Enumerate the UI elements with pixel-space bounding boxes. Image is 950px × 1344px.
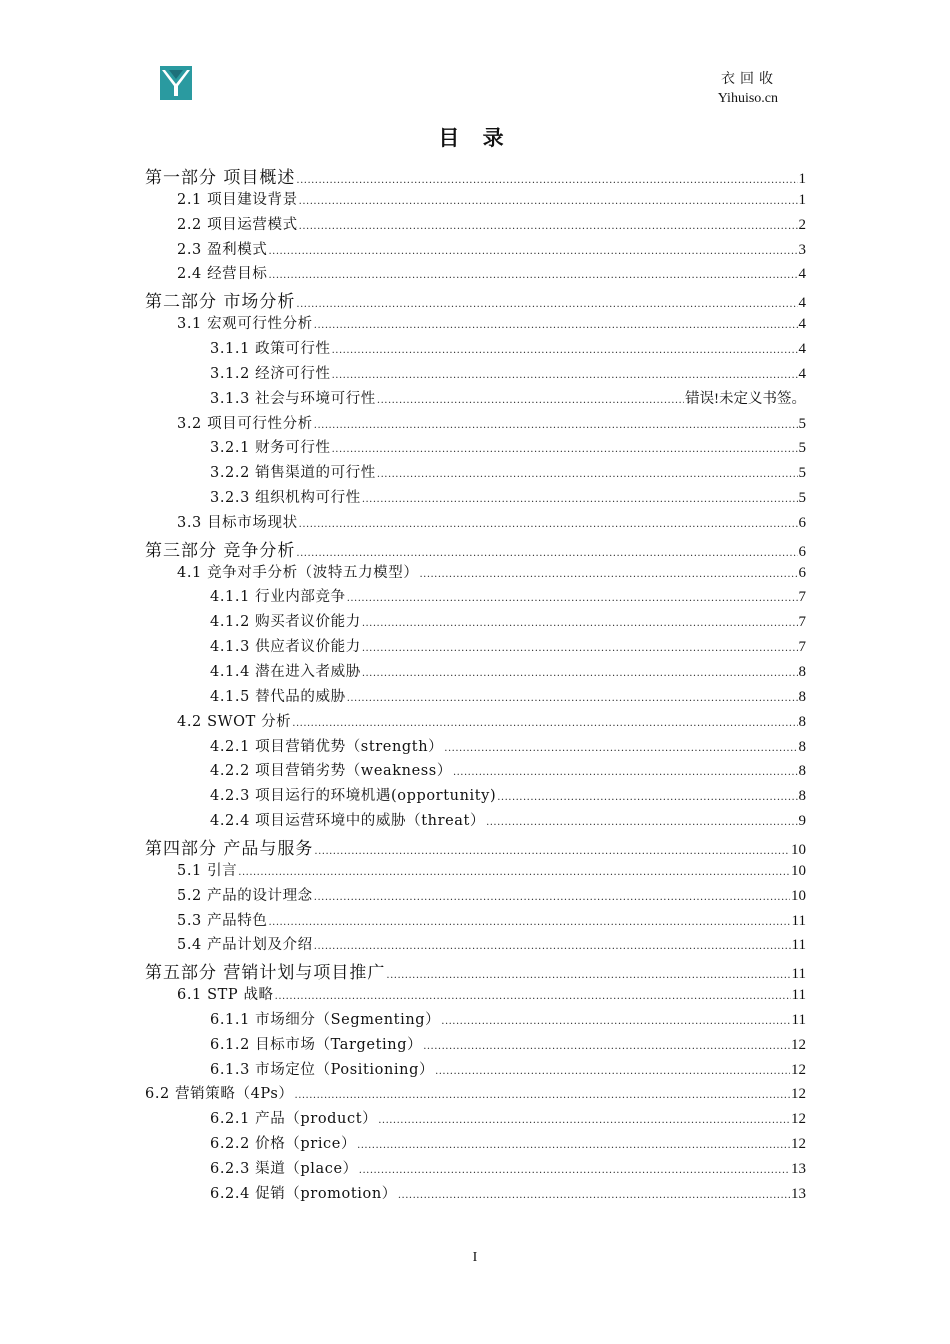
toc-entry[interactable]: [210, 784, 806, 809]
toc-entry-page: 12: [791, 1136, 806, 1153]
toc-entry-page: 10: [791, 862, 806, 879]
brand-block: [718, 70, 778, 108]
toc-leader-dots: [359, 1165, 790, 1176]
toc-entry[interactable]: [177, 188, 806, 213]
toc-entry[interactable]: [145, 163, 806, 188]
toc-entry-label: 3.1.2 经济可行性: [210, 365, 331, 382]
toc-entry[interactable]: [210, 585, 806, 610]
toc-entry-label: 6.2.4 促销（promotion）: [210, 1185, 397, 1202]
toc-entry[interactable]: [210, 387, 806, 412]
toc-entry-label: 6.1 STP 战略: [177, 987, 274, 1004]
toc-entry[interactable]: [177, 213, 806, 238]
toc-leader-dots: [314, 420, 798, 431]
toc-leader-dots: [435, 1066, 790, 1077]
toc-leader-dots: [378, 1115, 790, 1126]
toc-entry[interactable]: [177, 561, 806, 586]
toc-entry-page: 10: [791, 841, 806, 858]
toc-entry-label: 5.1 引言: [177, 862, 238, 879]
toc-entry[interactable]: [210, 1157, 806, 1182]
toc-entry[interactable]: [210, 486, 806, 511]
toc-leader-dots: [296, 175, 797, 186]
toc-entry[interactable]: [177, 312, 806, 337]
toc-leader-dots: [238, 867, 790, 878]
toc-leader-dots: [377, 469, 798, 480]
toc-entry-page: 8: [798, 738, 806, 755]
page-title: 目 录: [438, 125, 512, 150]
toc-entry-label: 3.2.2 销售渠道的可行性: [210, 465, 376, 482]
toc-entry-page: 错误!未定义书签。: [685, 390, 806, 407]
toc-entry-page: 11: [791, 912, 806, 929]
toc-leader-dots: [268, 917, 790, 928]
toc-entry-page: 5: [798, 490, 806, 507]
toc-leader-dots: [314, 941, 791, 952]
toc-entry[interactable]: [210, 635, 806, 660]
toc-leader-dots: [268, 246, 797, 257]
toc-entry-page: 13: [791, 1185, 806, 1202]
toc-entry-label: 4.2.1 项目营销优势（strength）: [210, 738, 444, 755]
toc-entry-label: 6.1.2 目标市场（Targeting）: [210, 1036, 423, 1053]
toc-entry-label: 4.1.5 替代品的威胁: [210, 688, 346, 705]
toc-entry[interactable]: [177, 933, 806, 958]
toc-leader-dots: [292, 718, 797, 729]
toc-entry-page: 8: [798, 763, 806, 780]
toc-entry-page: 5: [798, 440, 806, 457]
toc-leader-dots: [314, 892, 790, 903]
toc-entry-page: 1: [798, 191, 806, 208]
toc-entry-label: 6.2.2 价格（price）: [210, 1136, 357, 1153]
toc-leader-dots: [347, 593, 798, 604]
toc-entry-label: 第三部分 竞争分析: [145, 540, 296, 561]
toc-entry[interactable]: [177, 412, 806, 437]
toc-leader-dots: [362, 643, 798, 654]
toc-entry-label: 6.1.3 市场定位（Positioning）: [210, 1061, 435, 1078]
page-number: I: [472, 1250, 478, 1265]
toc-entry-page: 4: [798, 295, 806, 312]
toc-entry-page: 10: [791, 887, 806, 904]
toc-leader-dots: [362, 618, 798, 629]
toc-entry-label: 3.3 目标市场现状: [177, 514, 298, 531]
toc-entry-page: 3: [798, 241, 806, 258]
toc-leader-dots: [332, 370, 798, 381]
toc-leader-dots: [314, 320, 798, 331]
toc-entry-label: 4.2 SWOT 分析: [177, 713, 292, 730]
toc-entry[interactable]: [177, 909, 806, 934]
toc-entry-page: 4: [798, 266, 806, 283]
toc-entry-page: 8: [798, 664, 806, 680]
toc-entry[interactable]: [210, 1058, 806, 1083]
toc-entry[interactable]: [210, 1033, 806, 1058]
toc-entry[interactable]: [145, 536, 806, 561]
toc-entry-label: 4.2.4 项目运营环境中的威胁（threat）: [210, 813, 486, 830]
toc-leader-dots: [444, 743, 797, 754]
toc-entry-page: 4: [798, 365, 806, 382]
toc-entry-label: 4.1.3 供应者议价能力: [210, 639, 361, 656]
toc-entry-page: 7: [798, 614, 806, 631]
toc-leader-dots: [486, 817, 797, 828]
toc-leader-dots: [295, 1090, 790, 1101]
toc-entry[interactable]: [210, 337, 806, 362]
toc-entry-page: 11: [791, 966, 806, 983]
toc-leader-dots: [314, 846, 790, 857]
toc-entry[interactable]: [210, 362, 806, 387]
toc-entry-label: 3.1.1 政策可行性: [210, 340, 331, 357]
toc-entry-label: 3.2 项目可行性分析: [177, 415, 313, 432]
toc-entry[interactable]: [210, 610, 806, 635]
toc-entry-label: 3.2.3 组织机构可行性: [210, 490, 361, 507]
toc-entry-label: 2.4 经营目标: [177, 266, 268, 283]
toc-entry[interactable]: [210, 461, 806, 486]
toc-entry-page: 12: [791, 1036, 806, 1053]
toc-entry-page: 8: [798, 788, 806, 805]
toc-entry-label: 6.2.3 渠道（place）: [210, 1161, 358, 1177]
toc-entry-page: 11: [791, 1011, 806, 1028]
toc-entry[interactable]: [145, 1082, 806, 1107]
toc-entry-page: 8: [798, 713, 806, 730]
toc-entry[interactable]: [177, 983, 806, 1008]
toc-entry-label: 第五部分 营销计划与项目推广: [145, 963, 386, 984]
toc-leader-dots: [299, 196, 798, 207]
toc-entry[interactable]: [177, 884, 806, 909]
toc-entry[interactable]: [177, 238, 806, 263]
toc-entry-label: 3.2.1 财务可行性: [210, 440, 331, 457]
toc-entry-label: 4.1.4 潜在进入者威胁: [210, 664, 361, 680]
toc-leader-dots: [497, 792, 797, 803]
toc-entry-label: 6.1.1 市场细分（Segmenting）: [210, 1011, 441, 1028]
toc-entry-page: 8: [798, 688, 806, 705]
toc-entry[interactable]: [210, 660, 806, 685]
toc-leader-dots: [398, 1190, 790, 1201]
toc-entry-page: 12: [791, 1061, 806, 1078]
toc-entry-label: 4.2.2 项目营销劣势（weakness）: [210, 763, 452, 780]
toc-entry-label: 3.1 宏观可行性分析: [177, 316, 313, 333]
toc-entry-page: 13: [791, 1161, 806, 1177]
logo-icon: [157, 62, 195, 104]
toc-entry[interactable]: [210, 735, 806, 760]
toc-entry-label: 6.2.1 产品（product）: [210, 1111, 378, 1128]
toc-entry[interactable]: [210, 759, 806, 784]
toc-leader-dots: [357, 1140, 790, 1151]
toc-entry-label: 2.3 盈利模式: [177, 241, 268, 258]
brand-chinese: 衣回收: [721, 72, 778, 87]
toc-entry[interactable]: [210, 1008, 806, 1033]
toc-entry-page: 9: [798, 813, 806, 830]
toc-entry-page: 7: [798, 639, 806, 656]
toc-entry-label: 5.2 产品的设计理念: [177, 887, 313, 904]
toc-entry[interactable]: [210, 1107, 806, 1132]
toc-entry-label: 4.2.3 项目运行的环境机遇(opportunity): [210, 788, 497, 805]
toc-entry[interactable]: [210, 1132, 806, 1157]
toc-leader-dots: [275, 991, 791, 1002]
toc-entry-label: 第二部分 市场分析: [145, 292, 296, 313]
toc-leader-dots: [377, 395, 684, 406]
toc-entry-page: 1: [798, 171, 806, 187]
toc-leader-dots: [362, 494, 798, 505]
toc-leader-dots: [332, 444, 798, 455]
toc-entry-label: 2.1 项目建设背景: [177, 191, 298, 208]
toc-entry[interactable]: [210, 1182, 806, 1207]
toc-entry-page: 12: [791, 1111, 806, 1128]
toc-leader-dots: [268, 270, 797, 281]
toc-entry-label: 第四部分 产品与服务: [145, 838, 314, 859]
toc-entry[interactable]: [177, 859, 806, 884]
toc-entry-label: 5.3 产品特色: [177, 912, 268, 929]
toc-entry-label: 第一部分 项目概述: [145, 168, 296, 188]
toc-entry[interactable]: [177, 710, 806, 735]
brand-domain: Yihuiso.cn: [717, 91, 778, 106]
toc-entry-page: 7: [798, 589, 806, 606]
toc-entry-label: 2.2 项目运营模式: [177, 216, 298, 233]
toc-entry-label: 5.4 产品计划及介绍: [177, 937, 313, 954]
toc-entry[interactable]: [210, 685, 806, 710]
toc-leader-dots: [299, 221, 798, 232]
toc-entry-page: 6: [798, 543, 806, 560]
toc-entry-page: 6: [798, 564, 806, 581]
toc-leader-dots: [296, 299, 797, 310]
toc-entry[interactable]: [177, 262, 806, 287]
toc-entry[interactable]: [177, 511, 806, 536]
toc-entry-label: 4.1 竞争对手分析（波特五力模型）: [177, 564, 419, 581]
toc-entry[interactable]: [145, 287, 806, 312]
toc-entry-page: 12: [791, 1086, 806, 1103]
toc-entry[interactable]: [210, 809, 806, 834]
toc-leader-dots: [296, 548, 797, 559]
toc-entry-page: 5: [798, 415, 806, 432]
toc-leader-dots: [441, 1016, 790, 1027]
toc-leader-dots: [362, 668, 798, 679]
toc-entry-page: 4: [798, 316, 806, 333]
toc-entry-page: 6: [798, 514, 806, 531]
toc-entry-page: 11: [791, 987, 806, 1004]
toc-entry-label: 3.1.3 社会与环境可行性: [210, 390, 376, 407]
toc-leader-dots: [386, 970, 790, 981]
toc-entry-page: 2: [798, 216, 806, 233]
toc-entry-page: 11: [791, 937, 806, 954]
toc-entry[interactable]: [145, 834, 806, 859]
toc-entry-page: 5: [798, 465, 806, 482]
toc-entry[interactable]: [210, 436, 806, 461]
toc-entry-label: 4.1.1 行业内部竞争: [210, 589, 346, 606]
toc-entry-label: 6.2 营销策略（4Ps）: [145, 1086, 294, 1103]
toc-leader-dots: [299, 519, 798, 530]
toc-leader-dots: [453, 767, 798, 778]
toc-leader-dots: [332, 345, 798, 356]
toc-entry-page: 4: [798, 340, 806, 357]
toc-entry-label: 4.1.2 购买者议价能力: [210, 614, 361, 631]
toc-entry[interactable]: [145, 958, 806, 983]
toc-leader-dots: [347, 693, 798, 704]
toc-leader-dots: [423, 1041, 790, 1052]
toc-leader-dots: [419, 569, 797, 580]
